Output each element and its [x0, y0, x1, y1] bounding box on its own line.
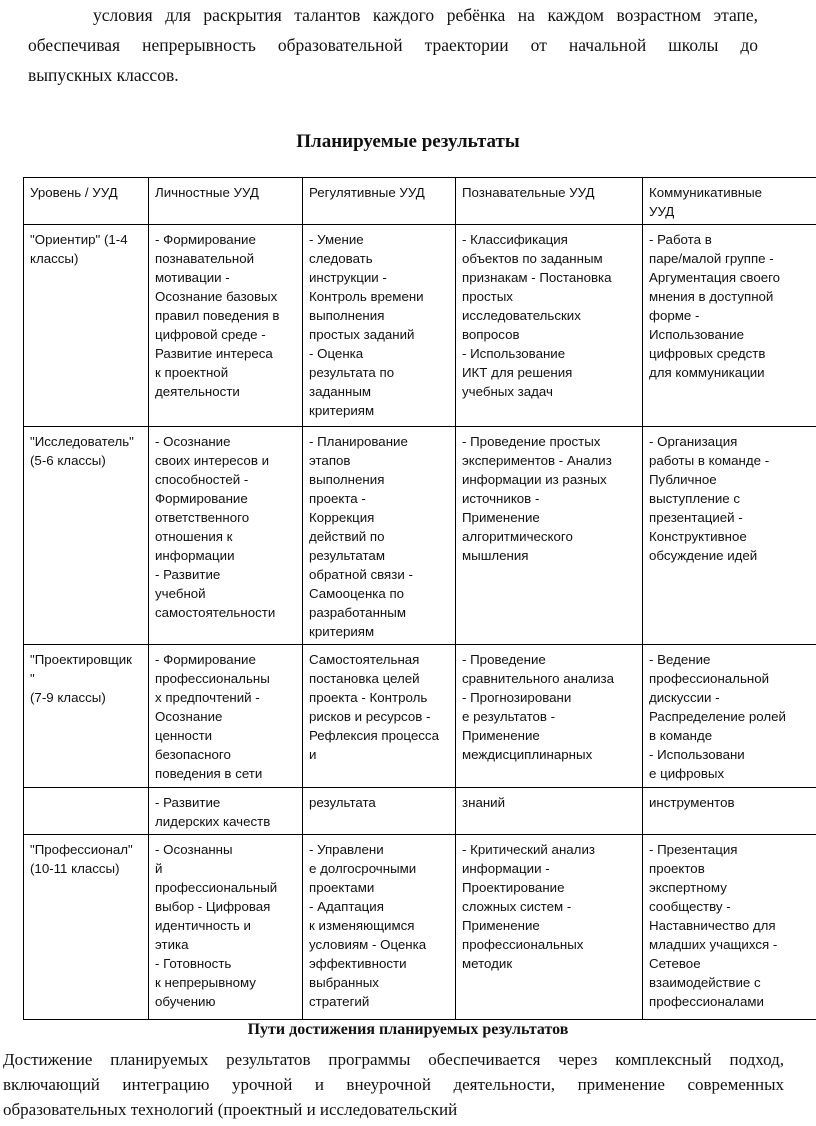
table-cell: - Развитие лидерских качеств [149, 788, 303, 835]
table-row [24, 225, 816, 427]
table-cell: результата [303, 788, 456, 835]
table-cell [24, 788, 149, 835]
subsection-title: Пути достижения планируемых результатов [247, 1021, 569, 1038]
section-title: Планируемые результаты [296, 131, 520, 152]
table-cell: "Проектировщик " (7-9 классы) [24, 645, 149, 788]
header-cell: Уровень / УУД [24, 178, 149, 225]
table-cell: - Проведение сравнительного анализа - Прогнозировани е результатов - Применение междисциплинарных [456, 645, 643, 788]
table-cell: - Формирование профессиональны х предпочтений - Осознание ценности безопасного поведения в сети [149, 645, 303, 788]
table-cell: - Осознанны й профессиональный выбор - Цифровая идентичность и этика - Готовность к непрерывному обучению [149, 835, 303, 1020]
table-cell: - Управлени е долгосрочными проектами - Адаптация к изменяющимся условиям - Оценка эффективности выбранных стратегий [303, 835, 456, 1020]
table-row [24, 835, 816, 1020]
table-cell: - Организация работы в команде - Публичное выступление с презентацией - Конструктивное обсуждение идей [643, 427, 816, 645]
intro-line: условия для раскрытия талантов каждого ребёнка на каждом возрастном этапе, [93, 5, 758, 25]
table-cell: - Осознание своих интересов и способностей - Формирование ответственного отношения к информации - Развитие учебной самостоятельности [149, 427, 303, 645]
intro-line: выпускных классов. [28, 65, 179, 85]
table-cell: - Работа в паре/малой группе - Аргументация своего мнения в доступной форме - Использование цифровых средств для коммуникации [643, 225, 816, 427]
table-cell: - Умение следовать инструкции - Контроль времени выполнения простых заданий - Оценка результата по заданным критериям [303, 225, 456, 427]
results-table [23, 177, 816, 1020]
intro-paragraph [28, 0, 758, 90]
header-cell: Познавательные УУД [456, 178, 643, 225]
outro-line: Достижение планируемых результатов программы обеспечивается через комплексный подход, [3, 1050, 784, 1069]
intro-line: обеспечивая непрерывность образовательной траектории от начальной школы до [28, 35, 758, 55]
table-row [24, 788, 816, 835]
table-cell: "Ориентир" (1-4 классы) [24, 225, 149, 427]
table-cell: - Классификация объектов по заданным признакам - Постановка простых исследовательских вопросов - Использование ИКТ для решения учебных задач [456, 225, 643, 427]
table-cell: - Планирование этапов выполнения проекта - Коррекция действий по результатам обратной связи - Самооценка по разработанным критериям [303, 427, 456, 645]
table-header-row [24, 178, 816, 225]
table-cell: "Исследователь" (5-6 классы) [24, 427, 149, 645]
table-row [24, 427, 816, 645]
table-cell: - Критический анализ информации - Проектирование сложных систем - Применение профессиональных методик [456, 835, 643, 1020]
header-cell: Коммуникативные УУД [643, 178, 816, 225]
table-cell: - Формирование познавательной мотивации - Осознание базовых правил поведения в цифровой среде - Развитие интереса к проектной деятельности [149, 225, 303, 427]
header-cell: Личностные УУД [149, 178, 303, 225]
table-cell: - Ведение профессиональной дискуссии - Распределение ролей в команде - Использовани е цифровых [643, 645, 816, 788]
outro-paragraph [3, 1047, 784, 1122]
outro-line: образовательных технологий (проектный и исследовательский [3, 1100, 458, 1119]
table-row [24, 645, 816, 788]
table-cell: знаний [456, 788, 643, 835]
table-cell: Самостоятельная постановка целей проекта - Контроль рисков и ресурсов - Рефлексия процесса и [303, 645, 456, 788]
header-cell: Регулятивные УУД [303, 178, 456, 225]
table-cell: "Профессионал" (10-11 классы) [24, 835, 149, 1020]
table-cell: - Презентация проектов экспертному сообществу - Наставничество для младших учащихся - Сетевое взаимодействие с профессионалами [643, 835, 816, 1020]
table-cell: инструментов [643, 788, 816, 835]
outro-line: включающий интеграцию урочной и внеурочной деятельности, применение современных [3, 1075, 784, 1094]
table-cell: - Проведение простых экспериментов - Анализ информации из разных источников - Применение алгоритмического мышления [456, 427, 643, 645]
